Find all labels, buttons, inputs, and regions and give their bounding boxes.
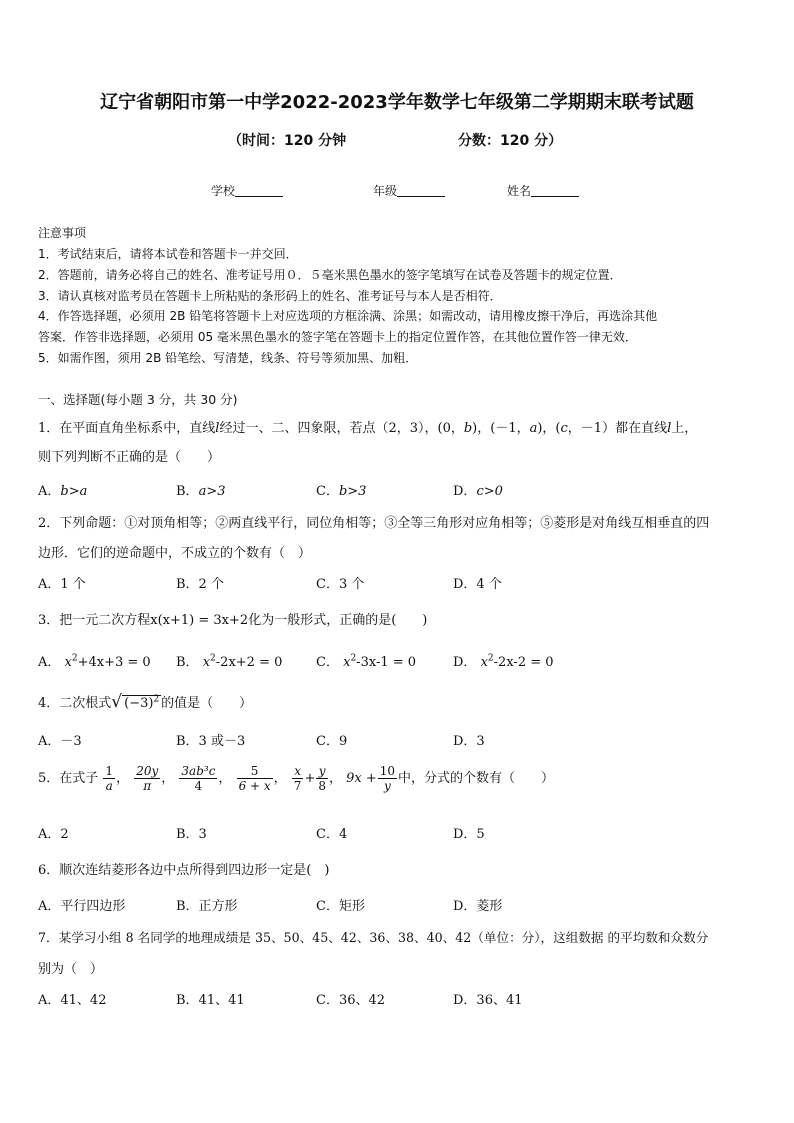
q4-option-c[interactable]: C．9	[316, 734, 348, 749]
fraction: $\frac{\text{3ab³c}}{4}$	[181, 764, 216, 793]
question-5-stem: 5．在式子 $\frac{1}{a}$ ， $\frac{20y}{\pi}$ ， $\frac{\text{3ab³c}}{4}$ ， $\frac{5}{6 + x}$ ， $\frac{x}{7}$ + $\frac{y}{8}$ ， 9x + $\frac{10}{y}$ 中，分式的个数有（ ）	[38, 764, 555, 793]
question-4-stem: 4．二次根式√ $(-3)^2$ 的值是（ ）	[38, 692, 253, 712]
grade-blank[interactable]	[397, 184, 445, 197]
note-item: 答案．作答非选择题，必须用 05 毫米黑色墨水的签字笔在答题卡上的指定位置作答，在其他位置作答一律无效．	[38, 330, 637, 344]
q1-option-d[interactable]: D．c>0	[453, 484, 503, 499]
fraction: $\frac{1}{a}$	[105, 764, 114, 793]
q3-option-c[interactable]: C． $x^2-3x-1 = 0$	[316, 653, 417, 670]
q3-equation: x(x+1) = 3x+2	[150, 613, 249, 628]
notes-heading: 注意事项	[38, 226, 87, 240]
q6-option-b[interactable]: B．正方形	[176, 899, 238, 914]
question-7-stem: 7．某学习小组 8 名同学的地理成绩是 35、50、45、42、36、38、40、42（单位：分），这组数据 的平均数和众数分	[38, 930, 709, 945]
note-item: 1．考试结束后，请将本试卷和答题卡一并交回．	[38, 247, 298, 261]
question-3-stem: 3．把一元二次方程x(x+1) = 3x+2化为一般形式，正确的是( )	[38, 613, 428, 628]
question-6-stem: 6．顺次连结菱形各边中点所得到四边形一定是( )	[38, 863, 330, 878]
note-item: 3．请认真核对监考员在答题卡上所粘贴的条形码上的姓名、准考证号与本人是否相符．	[38, 289, 502, 303]
fraction: $\frac{5}{6 + x}$	[238, 764, 271, 793]
school-label: 学校	[211, 184, 236, 198]
name-label: 姓名	[507, 184, 532, 198]
q2-option-d[interactable]: D．4 个	[453, 577, 502, 592]
question-2-stem-line2: 边形．它们的逆命题中，不成立的个数有（ ）	[38, 546, 312, 561]
q4-option-a[interactable]: A．－3	[38, 734, 82, 749]
q6-option-c[interactable]: C．矩形	[316, 899, 365, 914]
q5-option-d[interactable]: D．5	[453, 827, 485, 842]
school-blank[interactable]	[235, 184, 283, 197]
q5-option-a[interactable]: A．2	[38, 827, 69, 842]
fraction: $\frac{y}{8}$	[318, 764, 326, 793]
time-limit: （时间：120 分钟	[228, 133, 347, 149]
grade-field[interactable]	[373, 182, 445, 199]
name-blank[interactable]	[531, 184, 579, 197]
note-item: 2．答题前，请务必将自己的姓名、准考证号用０．５毫米黑色墨水的签字笔填写在试卷及答题卡的规定位置．	[38, 268, 622, 282]
question-1-stem: 1．在平面直角坐标系中，直线l经过一、二、四象限，若点（2，3），(0，b)，(－1，a)，(c，－1）都在直线l上，	[38, 421, 698, 436]
fraction: $\frac{10}{y}$	[379, 764, 396, 793]
page-title: 辽宁省朝阳市第一中学2022-2023学年数学七年级第二学期期末联考试题	[100, 92, 694, 113]
section-heading: 一、选择题(每小题 3 分，共 30 分)	[38, 392, 238, 407]
q2-option-c[interactable]: C．3 个	[316, 577, 365, 592]
q4-option-b[interactable]: B．3 或－3	[176, 734, 246, 749]
q7-option-d[interactable]: D．36、41	[453, 993, 523, 1008]
note-item: 5．如需作图，须用 2B 铅笔绘、写清楚，线条、符号等须加黑、加粗．	[38, 351, 418, 365]
q1-option-b[interactable]: B．a>3	[176, 484, 226, 499]
q1-option-a[interactable]: A．b>a	[38, 484, 88, 499]
total-score: 分数：120 分）	[458, 133, 563, 149]
name-field[interactable]	[507, 182, 579, 199]
q7-option-a[interactable]: A．41、42	[38, 993, 107, 1008]
q6-option-a[interactable]: A．平行四边形	[38, 899, 126, 914]
q3-option-a[interactable]: A． $x^2+4x+3 = 0$	[38, 653, 151, 670]
school-field[interactable]	[211, 182, 283, 199]
question-2-stem: 2．下列命题：①对顶角相等；②两直线平行，同位角相等；③全等三角形对应角相等；⑤菱形是对角线互相垂直的四	[38, 516, 710, 531]
fraction: $\frac{20y}{\pi}$	[136, 764, 159, 793]
q4-radical: √ $(-3)^2$	[111, 692, 160, 712]
q5-option-b[interactable]: B．3	[176, 827, 207, 842]
question-7-stem-line2: 别为（ ）	[38, 962, 104, 977]
q3-option-b[interactable]: B． $x^2-2x+2 = 0$	[176, 653, 283, 670]
q7-option-c[interactable]: C．36、42	[316, 993, 386, 1008]
fraction: $\frac{x}{7}$	[293, 764, 302, 793]
q6-option-d[interactable]: D．菱形	[453, 899, 503, 914]
q1-option-c[interactable]: C．b>3	[316, 484, 367, 499]
q4-option-d[interactable]: D．3	[453, 734, 485, 749]
q2-option-a[interactable]: A．1 个	[38, 577, 86, 592]
q7-option-b[interactable]: B．41、41	[176, 993, 245, 1008]
grade-label: 年级	[373, 184, 398, 198]
q5-option-c[interactable]: C．4	[316, 827, 348, 842]
note-item: 4．作答选择题，必须用 2B 铅笔将答题卡上对应选项的方框涂满、涂黑；如需改动，请用橡皮擦干净后，再选涂其他	[38, 309, 658, 323]
q2-option-b[interactable]: B．2 个	[176, 577, 224, 592]
question-1-stem-line2: 则下列判断不正确的是（ ）	[38, 450, 221, 465]
q3-option-d[interactable]: D． $x^2-2x-2 = 0$	[453, 653, 554, 670]
